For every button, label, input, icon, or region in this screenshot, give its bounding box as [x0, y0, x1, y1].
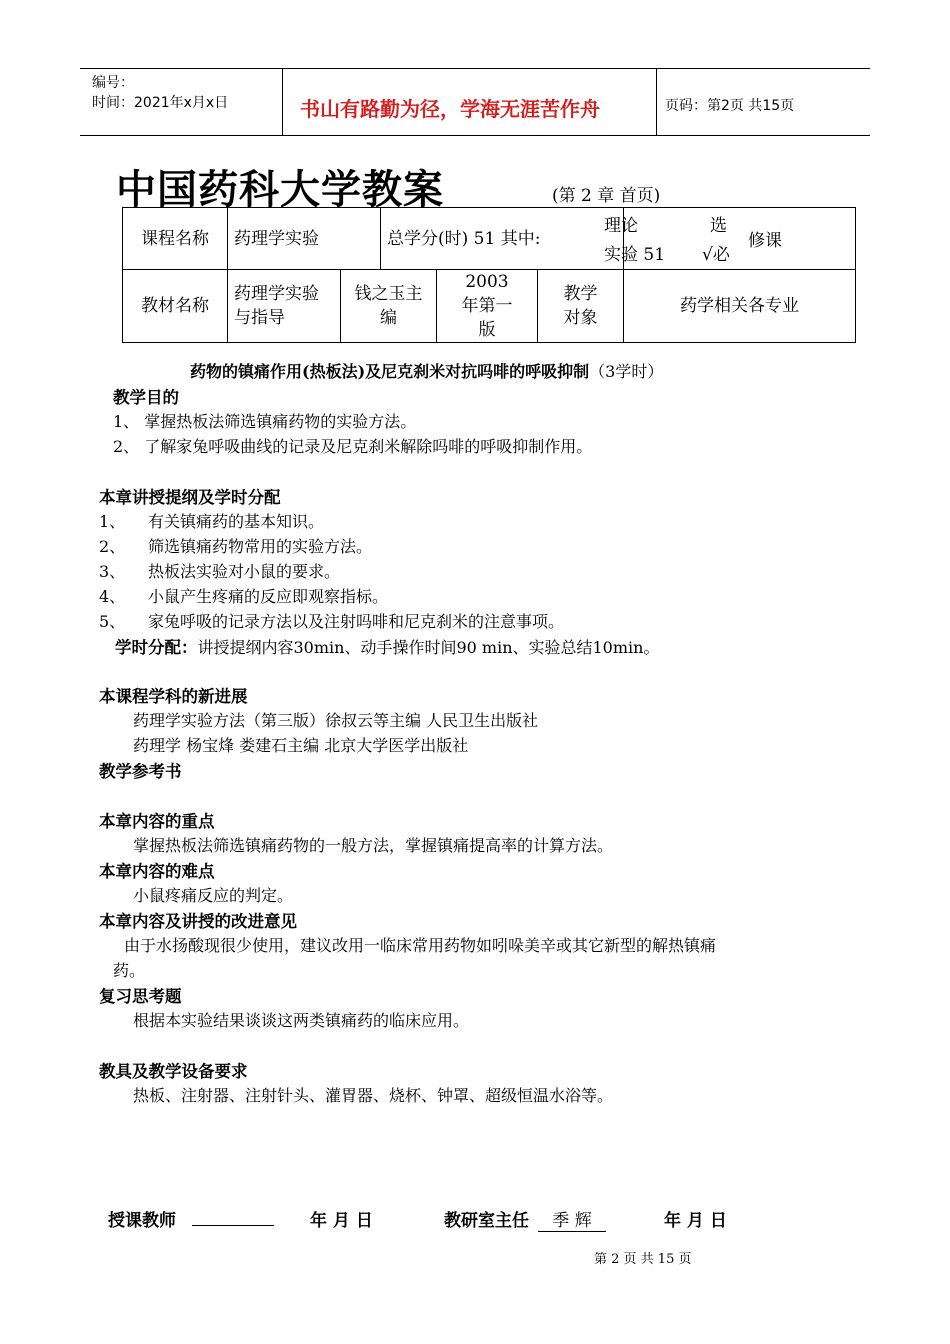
outline-num: 1、 [99, 512, 126, 531]
teacher-date: 年 月 日 [310, 1211, 373, 1231]
page-info: 页码：第2页 共15页 [665, 98, 795, 114]
outline-item: 家兔呼吸的记录方法以及注射吗啡和尼克刹米的注意事项。 [148, 612, 565, 631]
objective-item: 1、 掌握热板法筛选镇痛药物的实验方法。 [113, 412, 417, 431]
chapter-note: (第 2 章 首页) [552, 186, 661, 206]
lesson-title [190, 359, 663, 382]
time-allocation [115, 634, 659, 658]
required-mark: √必 [702, 245, 730, 265]
progress-heading: 本课程学科的新进展 [99, 687, 248, 706]
director-label: 教研室主任 [444, 1211, 529, 1231]
equipment-text: 热板、注射器、注射针头、灌胃器、烧杯、钟罩、超级恒温水浴等。 [133, 1086, 614, 1105]
key-points-text: 掌握热板法筛选镇痛药物的一般方法，掌握镇痛提高率的计算方法。 [133, 836, 614, 855]
textbook-edition: 2003年第一版 [437, 270, 538, 343]
lesson-title-text: 药物的镇痛作用(热板法)及尼克刹米对抗吗啡的呼吸抑制 [190, 362, 590, 381]
course-label: 课程名称 [123, 208, 228, 270]
review-heading: 复习思考题 [99, 987, 182, 1006]
credits: 总学分(时) 51 其中: [381, 208, 624, 270]
equipment-heading: 教具及教学设备要求 [99, 1062, 248, 1081]
course-name: 药理学实验 [228, 208, 381, 270]
course-info-table [122, 207, 856, 343]
key-points-heading: 本章内容的重点 [99, 812, 215, 831]
progress-line: 药理学实验方法（第三版）徐叔云等主编 人民卫生出版社 [133, 711, 539, 730]
director-date: 年 月 日 [664, 1211, 727, 1231]
header-divider-left [282, 68, 283, 135]
course-type-cell [604, 208, 856, 270]
review-text: 根据本实验结果谈谈这两类镇痛药的临床应用。 [133, 1011, 470, 1030]
objective-item: 2、 了解家兔呼吸曲线的记录及尼克刹米解除吗啡的呼吸抑制作用。 [113, 437, 593, 456]
header-top-rule [80, 68, 870, 69]
references-heading: 教学参考书 [99, 762, 182, 781]
header-bottom-rule [80, 135, 870, 136]
outline-heading: 本章讲授提纲及学时分配 [99, 488, 281, 507]
improvements-heading: 本章内容及讲授的改进意见 [99, 912, 297, 931]
elective-label: 选 [710, 216, 728, 236]
outline-num: 5、 [99, 612, 126, 631]
outline-item: 热板法实验对小鼠的要求。 [148, 562, 341, 581]
serial-label: 编号： [92, 75, 134, 91]
textbook-label: 教材名称 [123, 270, 228, 343]
time-allocation-label: 学时分配： [115, 638, 198, 657]
outline-num: 4、 [99, 587, 126, 606]
outline-num: 3、 [99, 562, 126, 581]
improvements-text-line2: 药。 [113, 961, 146, 980]
audience: 药学相关各专业 [624, 270, 856, 343]
lesson-hours: （3学时） [589, 362, 664, 381]
time-allocation-text: 讲授提纲内容30min、动手操作时间90 min、实验总结10min。 [197, 638, 660, 657]
progress-line: 药理学 杨宝烽 娄建石主编 北京大学医学出版社 [133, 736, 469, 755]
experiment-hours: 实验 51 [604, 245, 666, 265]
theory-label: 理论 [604, 216, 639, 236]
outline-item: 有关镇痛药的基本知识。 [148, 512, 325, 531]
audience-label: 教学对象 [538, 270, 624, 343]
difficulties-text: 小鼠疼痛反应的判定。 [133, 886, 294, 905]
difficulties-heading: 本章内容的难点 [99, 862, 215, 881]
outline-item: 小鼠产生疼痛的反应即观察指标。 [148, 587, 389, 606]
page-title: 中国药科大学教案 [116, 166, 444, 213]
improvements-text-line1: 由于水扬酸现很少使用，建议改用一临床常用药物如吲哚美辛或其它新型的解热镇痛 [124, 936, 717, 955]
course-type: 修课 [748, 231, 783, 251]
outline-num: 2、 [99, 537, 126, 556]
teacher-label: 授课教师 [108, 1211, 176, 1231]
outline-item: 筛选镇痛药物常用的实验方法。 [148, 537, 373, 556]
textbook-editor: 钱之玉主编 [341, 270, 437, 343]
teacher-signature-line [192, 1208, 274, 1226]
objectives-heading: 教学目的 [113, 388, 179, 407]
date-label: 时间：2021年x月x日 [92, 95, 229, 111]
footer-page-number: 第 2 页 共 15 页 [594, 1252, 692, 1267]
director-name: 季 辉 [538, 1206, 606, 1232]
motto: 书山有路勤为径，学海无涯苦作舟 [300, 97, 600, 121]
header-divider-right [656, 68, 657, 135]
textbook-name: 药理学实验与指导 [228, 270, 341, 343]
